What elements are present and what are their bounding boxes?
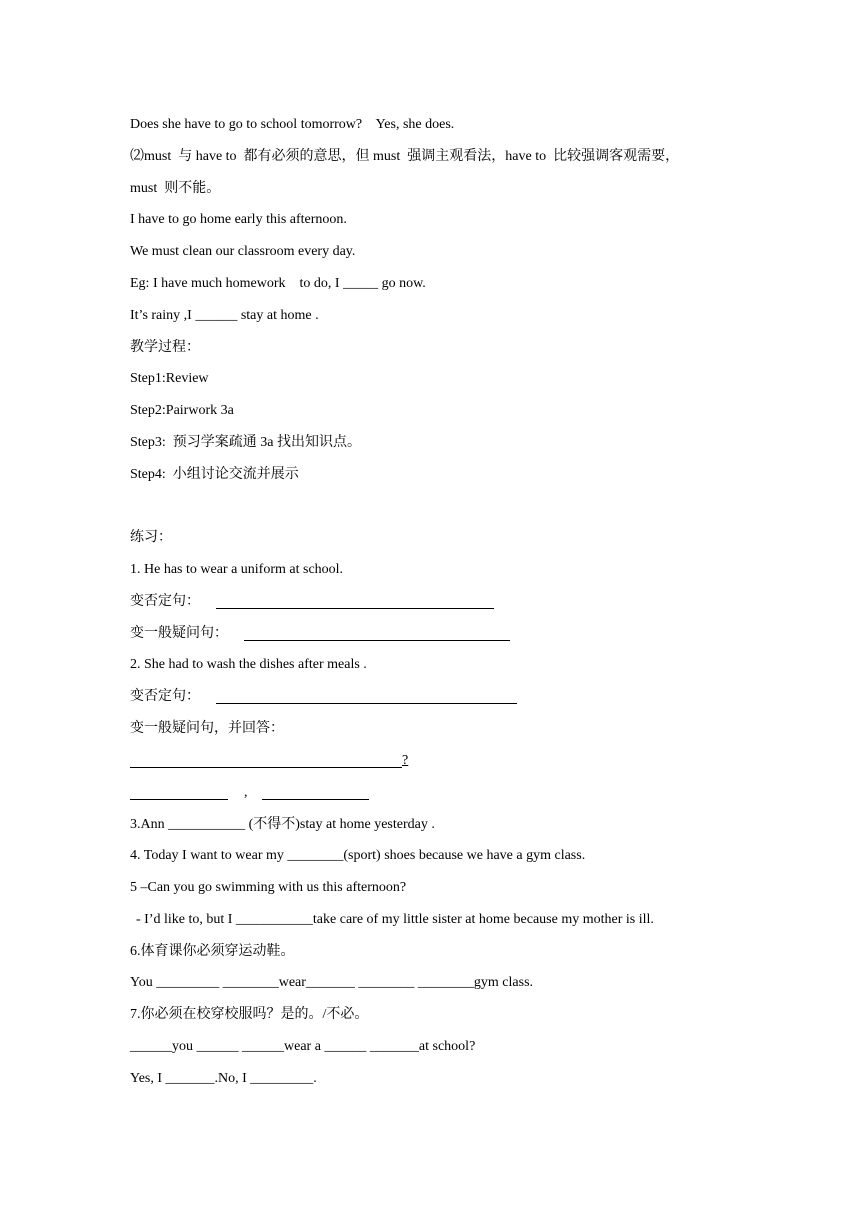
step-3: Step3: 预习学案疏通 3a 找出知识点。 (130, 435, 361, 450)
exercise-1: 1. He has to wear a uniform at school. (130, 562, 344, 577)
step-1: Step1:Review (130, 371, 209, 386)
grammar-note-must-have-to: ⑵must 与 have to 都有必须的意思，但 must 强调主观看法，have to 比较强调客观需要， (130, 149, 680, 164)
exercise-2-question-mark: ? (402, 753, 409, 768)
exercise-6-fill: You _________ ________wear_______ ________ ________gym class. (130, 975, 534, 990)
exercise-7: 7.你必须在校穿校服吗？是的。/不必。 (130, 1007, 369, 1022)
grammar-note-continued: must 则不能。 (130, 181, 221, 196)
teaching-process-heading: 教学过程： (130, 340, 200, 355)
exercise-2-reply-comma: , (244, 785, 248, 800)
exercise-2-reply-line-1 (130, 799, 228, 800)
exercise-2-question-answer-line (130, 767, 402, 768)
exercise-7-fill: ______you ______ ______wear a ______ _______at school? (130, 1039, 476, 1054)
exercise-heading: 练习： (130, 530, 172, 545)
exercise-1-negative-label: 变否定句： (130, 594, 200, 609)
example-have-to: I have to go home early this afternoon. (130, 212, 347, 227)
exercise-2-question-label: 变一般疑问句，并回答： (130, 721, 284, 736)
exercise-2-reply-line-2 (262, 799, 369, 800)
exercise-1-negative-answer-line (216, 608, 494, 609)
example-fill-1: Eg: I have much homework to do, I _____ go now. (130, 276, 426, 291)
step-4: Step4: 小组讨论交流并展示 (130, 467, 299, 482)
exercise-5-answer: - I’d like to, but I ___________take care of my little sister at home because my mother is ill. (136, 912, 654, 927)
example-question: Does she have to go to school tomorrow? Yes, she does. (130, 117, 455, 132)
example-must: We must clean our classroom every day. (130, 244, 356, 259)
example-fill-2: It’s rainy ,I ______ stay at home . (130, 308, 319, 323)
exercise-1-question-answer-line (244, 640, 510, 641)
step-2: Step2:Pairwork 3a (130, 403, 234, 418)
exercise-7-reply: Yes, I _______.No, I _________. (130, 1071, 317, 1086)
exercise-2-negative-answer-line (216, 703, 517, 704)
exercise-5-question: 5 –Can you go swimming with us this afternoon? (130, 880, 407, 895)
exercise-2: 2. She had to wash the dishes after meals . (130, 657, 367, 672)
exercise-3: 3.Ann ___________ (不得不)stay at home yesterday . (130, 817, 435, 832)
exercise-2-negative-label: 变否定句： (130, 689, 200, 704)
exercise-1-question-label: 变一般疑问句： (130, 626, 228, 641)
exercise-4: 4. Today I want to wear my ________(sport) shoes because we have a gym class. (130, 848, 586, 863)
exercise-6: 6.体育课你必须穿运动鞋。 (130, 944, 295, 959)
